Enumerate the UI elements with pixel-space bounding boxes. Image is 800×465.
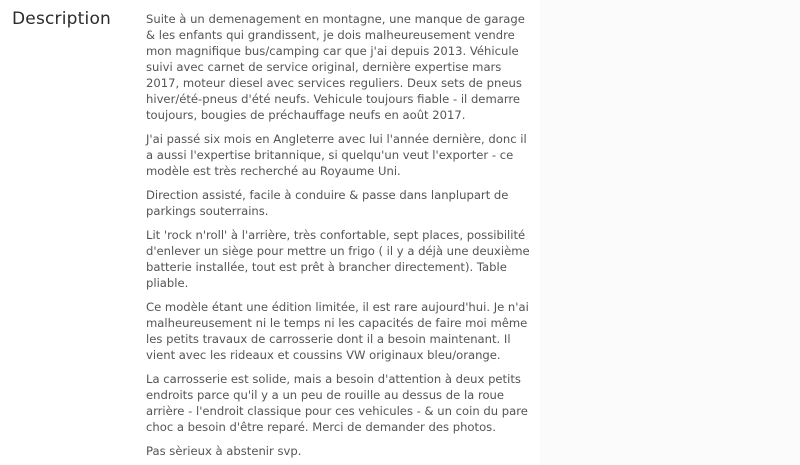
- section-title: Description: [12, 9, 112, 29]
- description-paragraph: Suite à un demenagement en montagne, une manque de garage & les enfants qui grandissent, je dois malheureusement vendre mon magnifique bus/camping car que j'ai depuis 2013. Véhicule suivi avec carnet de service original, dernière expertise mars 2017, moteur diesel avec services reguliers. Deux sets de pneus hiver/été-pneus d'été neufs. Vehicule toujours fiable - il demarre toujours, bougies de préchauffage neufs en août 2017.: [146, 12, 525, 122]
- description-paragraph: Ce modèle étant une édition limitée, il est rare aujourd'hui. Je n'ai malheureusement ni le temps ni les capacités de faire moi même les petits travaux de carrosserie dont il a besoin maintenant. Il vient avec les rideaux et coussins VW originaux bleu/orange.: [146, 300, 529, 362]
- description-paragraph: Pas sèrieux à abstenir svp.: [146, 444, 302, 458]
- description-paragraph: J'ai passé six mois en Angleterre avec lui l'année dernière, donc il a aussi l'expertise britannique, si quelqu'un veut l'exporter - ce modèle est très recherché au Royaume Uni.: [146, 132, 527, 178]
- side-background: [540, 0, 800, 465]
- description-paragraph: La carrosserie est solide, mais a besoin d'attention à deux petits endroits parce qu'il y a un peu de rouille au dessus de la roue arrière - l'endroit classique pour ces vehicules - & un coin du pare choc a besoin d'être reparé. Merci de demander des photos.: [146, 372, 528, 434]
- description-paragraph: Lit 'rock n'roll' à l'arrière, très confortable, sept places, possibilité d'enlever un siège pour mettre un frigo ( il y a déjà une deuxième batterie installée, tout est prêt à brancher directement). Table pliable.: [146, 228, 530, 290]
- description-text: [146, 11, 536, 465]
- description-paragraph: Direction assisté, facile à conduire & passe dans lanplupart de parkings souterrains.: [146, 188, 509, 218]
